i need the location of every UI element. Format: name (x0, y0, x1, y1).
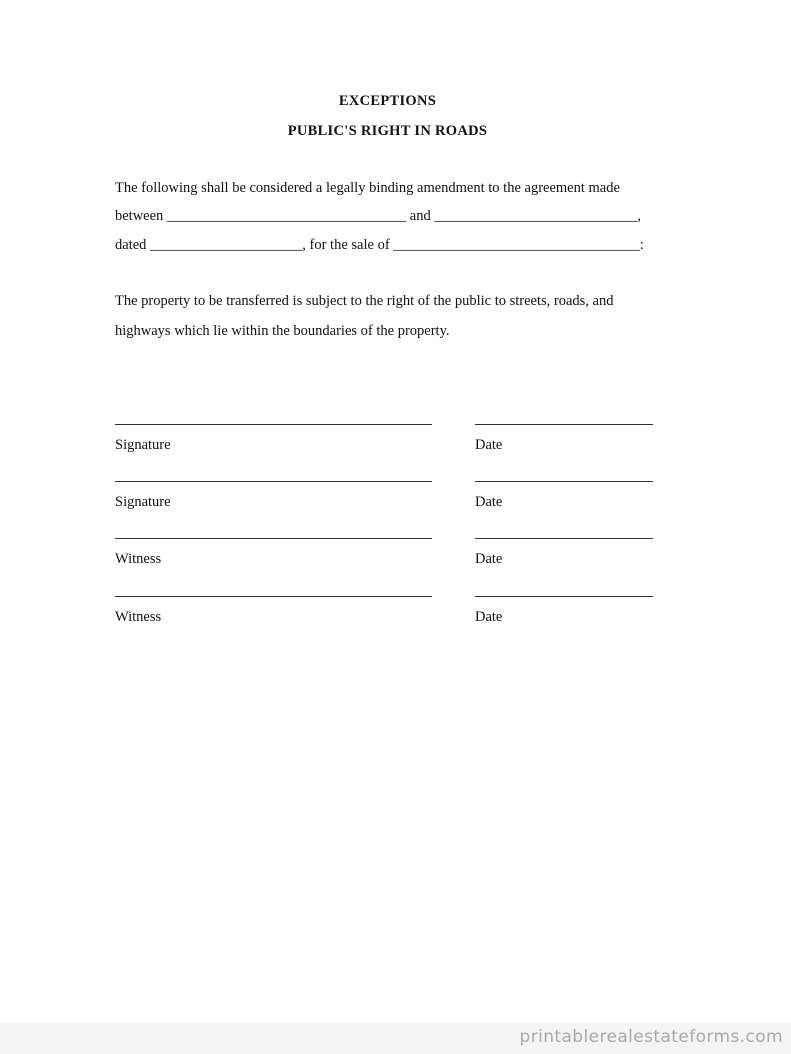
document-title: EXCEPTIONS (338, 93, 437, 109)
witness-label: Witness (115, 551, 162, 567)
property-line-1: The property to be transferred is subject to the right of the public to streets, roads, and (115, 293, 614, 309)
amendment-line-3: dated _____________________, for the sale of __________________________________: (115, 237, 644, 253)
date-label: Date (475, 494, 503, 510)
signature-label: Signature (115, 494, 171, 510)
date-label: Date (475, 551, 503, 567)
signature-label: Signature (115, 437, 171, 453)
document-subtitle: PUBLIC'S RIGHT IN ROADS (287, 123, 488, 139)
witness-line[interactable] (115, 538, 432, 539)
date-line[interactable] (475, 596, 653, 597)
amendment-line-2: between _________________________________ and ____________________________, (115, 208, 641, 224)
date-line[interactable] (475, 481, 653, 482)
witness-label: Witness (115, 609, 162, 625)
signature-line[interactable] (115, 481, 432, 482)
signature-line[interactable] (115, 424, 432, 425)
amendment-line-1: The following shall be considered a legally binding amendment to the agreement made (115, 180, 620, 196)
site-watermark: printablerealestateforms.com (519, 1027, 783, 1047)
date-line[interactable] (475, 424, 653, 425)
witness-line[interactable] (115, 596, 432, 597)
property-line-2: highways which lie within the boundaries of the property. (115, 323, 450, 339)
date-line[interactable] (475, 538, 653, 539)
date-label: Date (475, 437, 503, 453)
date-label: Date (475, 609, 503, 625)
